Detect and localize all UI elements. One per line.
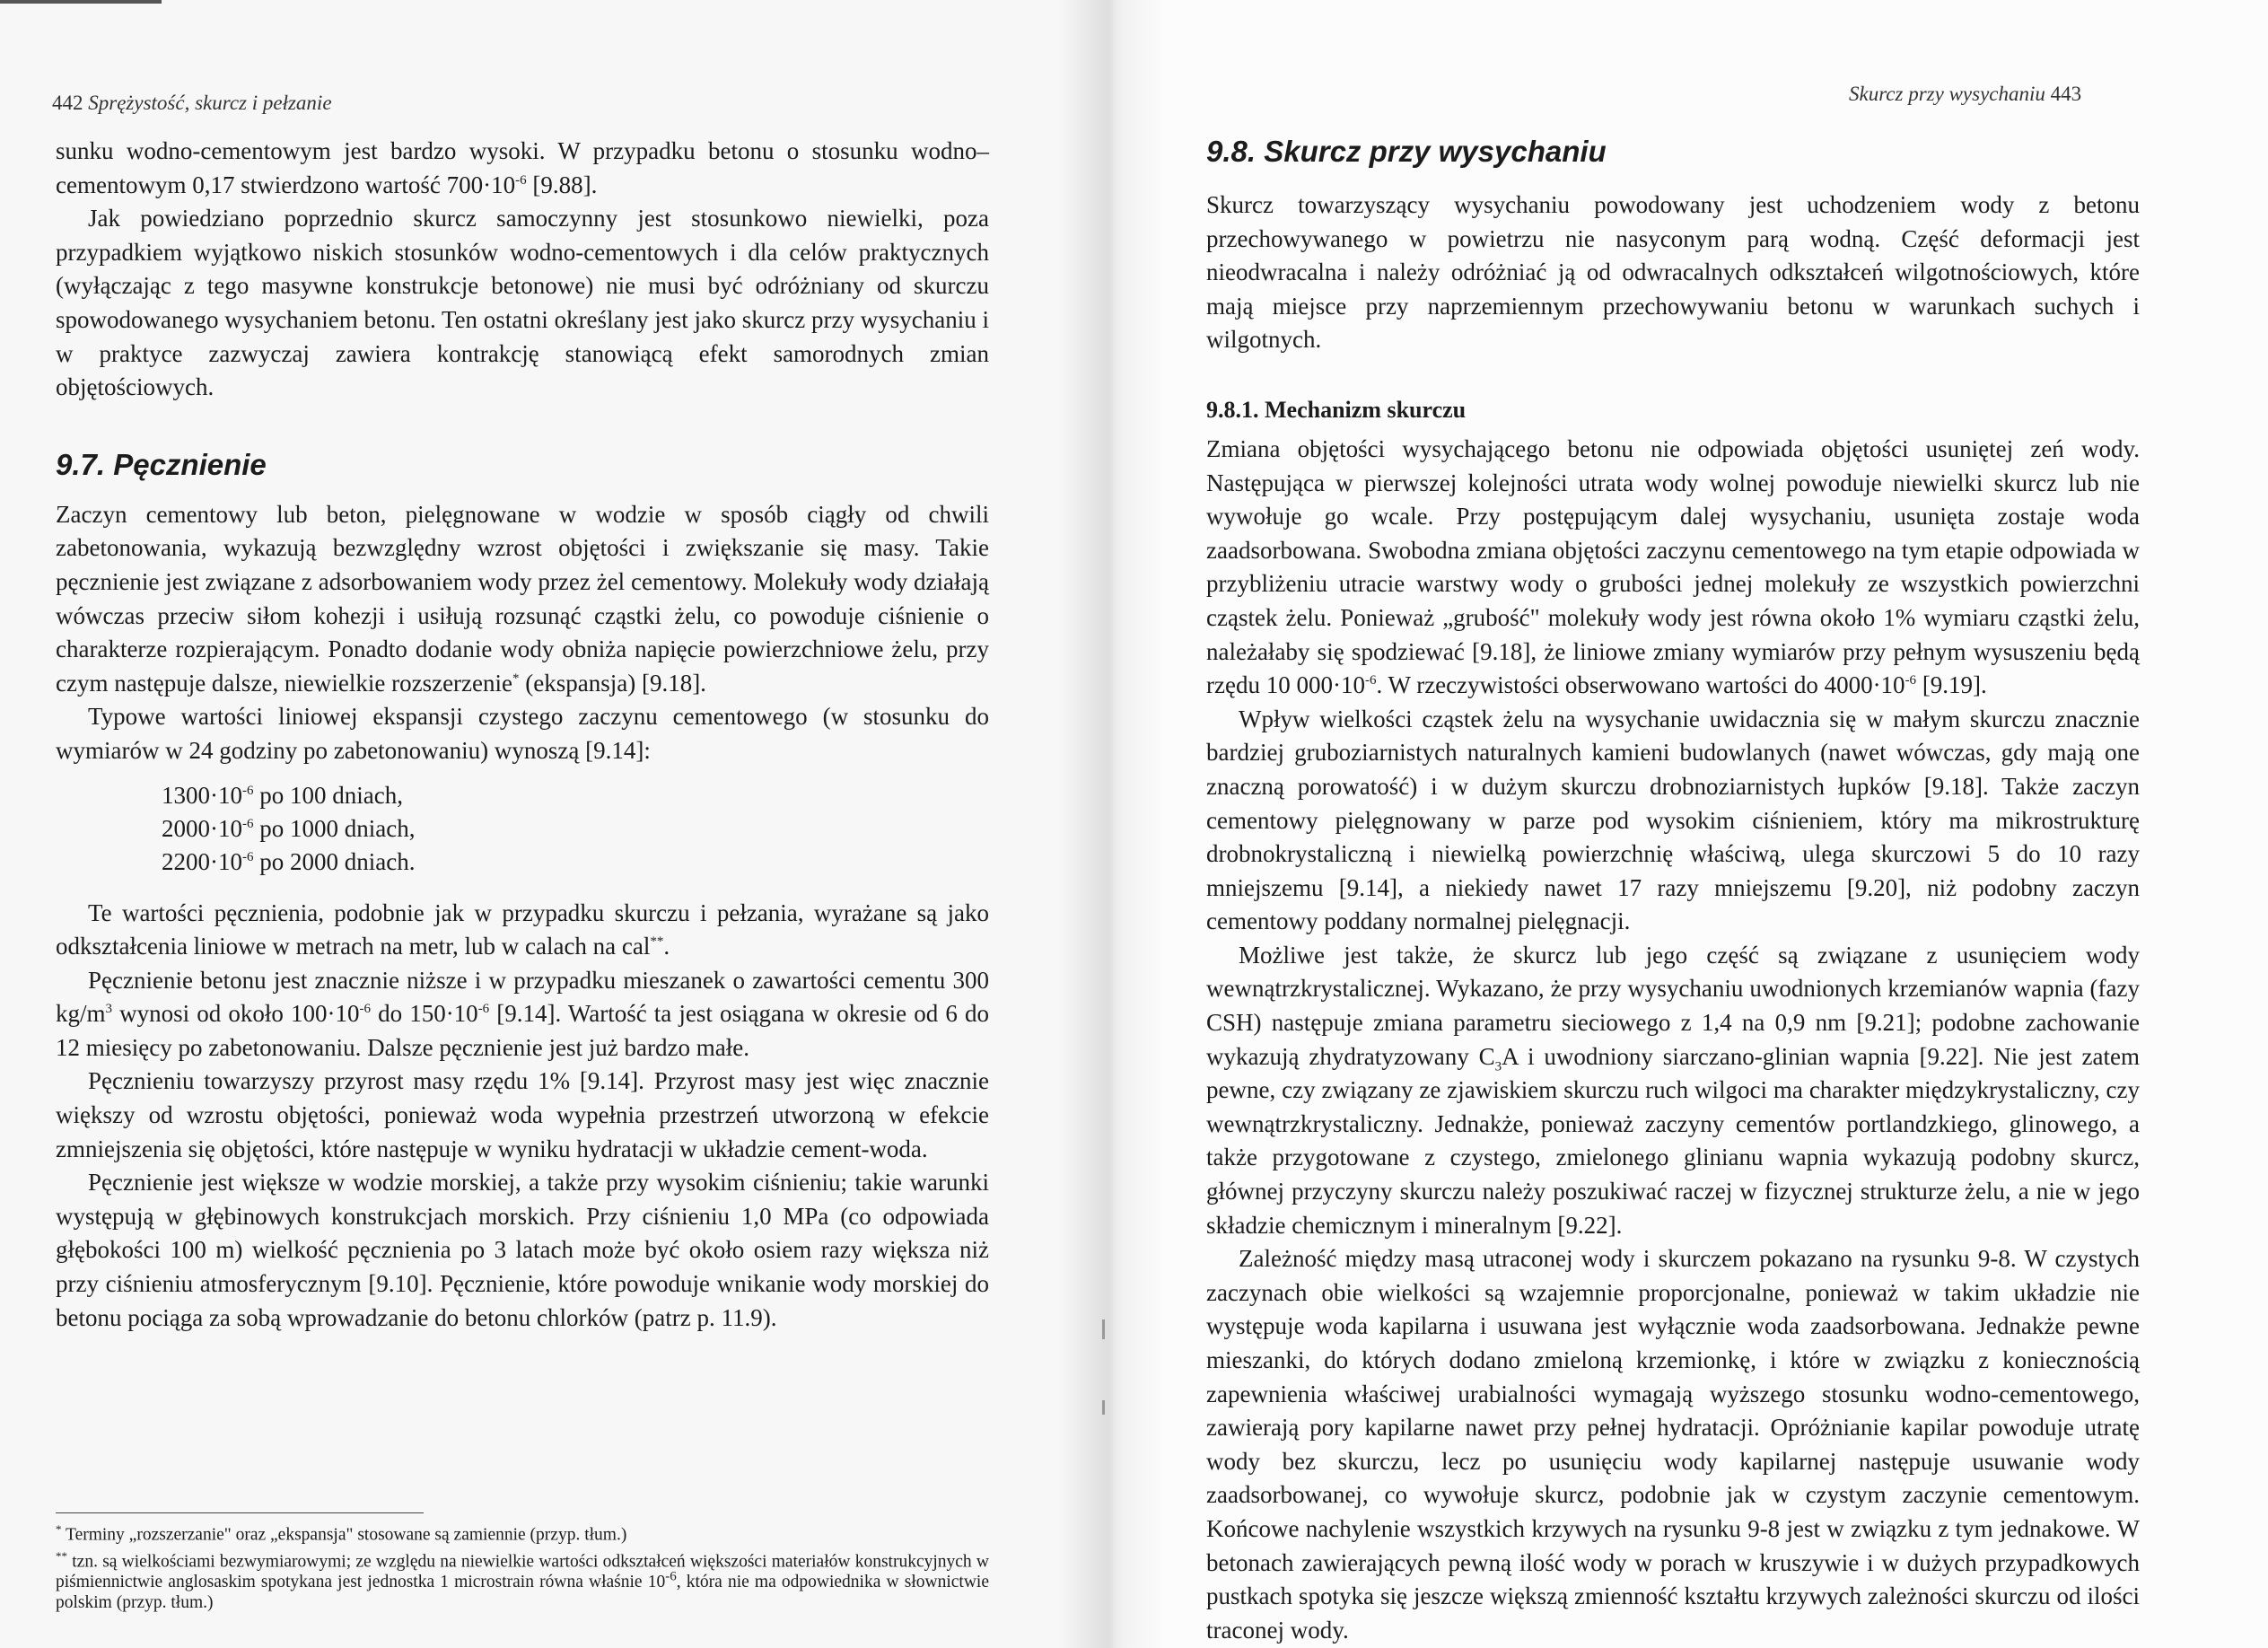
right-page-number: 443 — [2050, 83, 2082, 105]
right-running-title: Skurcz przy wysychaniu — [1849, 83, 2045, 105]
left-page-number: 442 — [52, 92, 83, 114]
paragraph-autogenous-shrinkage: Jak powiedziano poprzednio skurcz samoczynny jest stosunkowo niewielki, poza przypadkiem wyjątkowo niskich stosunków wodno-cementowych i dla celów praktycznych (wyłączając z tego masywne konstrukcje betonowe) nie musi być odróżniany od skurczu spowodowanego wysychaniem betonu. Ten ostatni określany jest jako skurcz przy wysychaniu i w praktyce zazwyczaj zawiera kontrakcję stanowiącą efekt samorodnych zmian objętościowych. — [56, 205, 989, 401]
section-heading-swelling: 9.7. Pęcznienie — [56, 447, 267, 481]
footnote-1: * Terminy „rozszerzanie" oraz „ekspansja" stosowane są zamiennie (przyp. tłum.) — [56, 1522, 627, 1545]
paragraph-linear-strain: Te wartości pęcznienia, podobnie jak w przypadku skurczu i pełzania, wyrażane są jako odkształcenia liniowe w metrach na metr, lub w calach na cal**. — [56, 899, 989, 960]
scan-edge-line — [0, 0, 162, 4]
paragraph-gel-particle-size: Wpływ wielkości cząstek żelu na wysychanie uwidacznia się w małym skurczu znacznie bardziej gruboziarnistych naturalnych kamieni budowlanych (nawet wówczas, gdy mają one znaczną porowatość) i w dużym skurczu drobnoziarnistych łupków [9.18]. Także zaczyn cementowy pielęgnowany w parze pod wysokim ciśnieniem, który ma mikrostrukturę drobnokrystaliczną i niewielką powierzchnię właściwą, ulega skurczowi 5 do 10 razy mniejszemu [9.14], a niekiedy nawet 17 razy mniejszemu [9.20], niż podobny zaczyn cementowy poddany normalnej pielęgnacji. — [1206, 705, 2140, 935]
opening-paragraph: sunku wodno-cementowym jest bardzo wysoki. W przypadku betonu o stosunku wodno–cementowym 0,17 stwierdzono wartość $700\cdot 10^{-6}$ [9.88]. — [56, 137, 989, 198]
footnote-rule — [56, 1512, 424, 1513]
right-running-head — [1849, 83, 2081, 106]
expansion-values-list — [162, 779, 989, 879]
paragraph-concrete-swelling: Pęcznienie betonu jest znacznie niższe i w przypadku mieszanek o zawartości cementu 300 $kg/m^3$ wynosi od około $100\cdot 10^{-6}$ do $150\cdot 10^{-6}$ [9.14]. Wartość ta jest osiągana w okresie od 6 do 12 miesięcy po zabetonowaniu. Dalsze pęcznienie jest już bardzo małe. — [56, 966, 989, 1061]
expansion-value: $1300\cdot 10^{-6}$ po 100 dniach, — [162, 781, 403, 809]
paragraph-typical-values: Typowe wartości liniowej ekspansji czystego zaczynu cementowego (w stosunku do wymiarów w 24 godziny po zabetonowaniu) wynoszą [9.14]: — [56, 703, 989, 764]
left-text-column — [56, 135, 989, 1335]
left-running-head — [52, 92, 332, 115]
paragraph-mass-increase: Pęcznieniu towarzyszy przyrost masy rzędu 1% [9.14]. Przyrost masy jest więc znacznie większy od wzrostu objętości, ponieważ woda wypełnia przestrzeń utworzoną w efekcie zmniejszenia się objętości, które następuje w wyniku hydratacji w układzie cement-woda. — [56, 1067, 989, 1162]
paragraph-intracrystalline-water: Możliwe jest także, że skurcz lub jego część są związane z usunięciem wody wewnątrzkrystalicznej. Wykazano, że przy wysychaniu uwodnionych krzemianów wapnia (fazy CSH) następuje zmiana parametru sieciowego z 1,4 na 0,9 nm [9.21]; podobne zachowanie wykazują zhydratyzowany $C_3A$ i uwodniony siarczano-glinian wapnia [9.22]. Nie jest zatem pewne, czy związany ze zjawiskiem skurczu ruch wilgoci ma charakter międzykrystaliczny, czy wewnątrzkrystaliczny. Jednakże, ponieważ zaczyny cementów portlandzkiego, glinowego, a także przygotowane z czystego, zmielonego glinianu wapnia wykazują podobny skurcz, głównej przyczyny skurczu należy poszukiwać raczej w fizycznej strukturze żelu, a nie w jego składzie chemicznym i mineralnym [9.22]. — [1206, 941, 2141, 1239]
section-heading-drying-shrinkage: 9.8. Skurcz przy wysychaniu — [1206, 135, 1607, 168]
left-page — [0, 0, 1113, 1648]
paragraph-swelling-intro: Zaczyn cementowy lub beton, pielęgnowane w wodzie w sposób ciągły od chwili zabetonowania, wykazują bezwzględny wzrost objętości i zwiększanie się masy. Takie pęcznienie jest związane z adsorbowaniem wody przez żel cementowy. Molekuły wody działają wówczas przeciw siłom kohezji i usiłują rozsunąć cząstki żelu, co powoduje ciśnienie o charakterze rozpierającym. Ponadto dodanie wody obniża napięcie powierzchniowe żelu, przy czym następuje dalsze, niewielkie rozszerzenie* (ekspansja) [9.18]. — [56, 500, 989, 697]
right-text-column — [1206, 135, 2140, 1647]
scan-mark — [1102, 1319, 1105, 1339]
paragraph-water-loss-relation: Zależność między masą utraconej wody i skurczem pokazano na rysunku 9-8. W czystych zaczynach obie wielkości są wzajemnie proporcjonalne, ponieważ w takim układzie nie występuje woda kapilarna i usuwana jest wyłącznie woda zaadsorbowana. Jednakże pewne mieszanki, do których dodano zmieloną krzemionkę, i które w związku z koniecznością zapewnienia właściwej urabialności wymagają wyższego stosunku wodno-cementowego, zawierają pory kapilarne nawet przy pełnej hydratacji. Opróżnianie kapilar powoduje utratę wody bez skurczu, lecz po usunięciu wody kapilarnej następuje usuwanie wody zaadsorbowanej, co wywołuje skurcz, podobnie jak w czystym zaczynie cementowym. Końcowe nachylenie wszystkich krzywych na rysunku 9-8 jest w związku z tym jednakowe. W betonach zawierających pewną ilość wody w porach w kruszywie i w dużych przypadkowych pustkach spotyka się jeszcze większą zmienność kształtu krzywych zależności skurczu od ilości traconej wody. — [1206, 1245, 2140, 1644]
footnotes — [56, 1512, 989, 1613]
scan-mark — [1102, 1400, 1105, 1415]
paragraph-volume-change: Zmiana objętości wysychającego betonu nie odpowiada objętości usuniętej zeń wody. Następująca w pierwszej kolejności utrata wody wolnej powoduje niewielki skurcz lub nie wywołuje go wcale. Przy postępującym dalej wysychaniu, usunięta zostaje woda zaadsorbowana. Swobodna zmiana objętości zaczynu cementowego na tym etapie odpowiada w przybliżeniu utracie warstwy wody o grubości jednej molekuły ze wszystkich powierzchni cząstek żelu. Ponieważ „grubość" molekuły wody jest równa około 1% wymiaru cząstki żelu, należałaby się spodziewać [9.18], że liniowe zmiany wymiarów przy pełnym wysuszeniu będą rzędu 10 $000\cdot 10^{-6}$. W rzeczywistości obserwowano wartości do $4000\cdot 10^{-6}$ [9.19]. — [1206, 434, 2140, 699]
expansion-value: $2200\cdot 10^{-6}$ po 2000 dniach. — [162, 847, 416, 875]
subsection-heading-mechanism: 9.8.1. Mechanizm skurczu — [1206, 396, 1467, 423]
paragraph-sea-water: Pęcznienie jest większe w wodzie morskiej, a także przy wysokim ciśnieniu; takie warunki występują w głębinowych konstrukcjach morskich. Przy ciśnieniu 1,0 MPa (co odpowiada głębokości 100 m) wielkość pęcznienia po 3 latach może być około osiem razy większa niż przy ciśnieniu atmosferycznym [9.10]. Pęcznienie, które powoduje wnikanie wody morskiej do betonu pociąga za sobą wprowadzanie do betonu chlorków (patrz p. 11.9). — [56, 1169, 989, 1331]
left-running-title: Sprężystość, skurcz i pełzanie — [88, 92, 332, 114]
footnote-2: ** tzn. są wielkościami bezwymiarowymi; ze względu na niewielkie wartości odkształceń większości materiałów konstrukcyjnych w piśmiennictwie anglosaskim spotykana jest jednostka 1 microstrain równa właśnie $10^{-6}$, która nie ma odpowiednika w słownictwie polskim (przyp. tłum.) — [56, 1548, 989, 1612]
right-page — [1113, 0, 2268, 1648]
expansion-value: $2000\cdot 10^{-6}$ po 1000 dniach, — [162, 814, 416, 842]
book-gutter-shadow — [1059, 0, 1167, 1648]
paragraph-drying-intro: Skurcz towarzyszący wysychaniu powodowany jest uchodzeniem wody z betonu przechowywanego w powietrzu nie nasyconym parą wodną. Część deformacji jest nieodwracalna i należy odróżniać ją od odwracalnych odkształceń wilgotnościowych, które mają miejsce przy naprzemiennym przechowywaniu betonu w warunkach suchych i wilgotnych. — [1206, 191, 2140, 354]
